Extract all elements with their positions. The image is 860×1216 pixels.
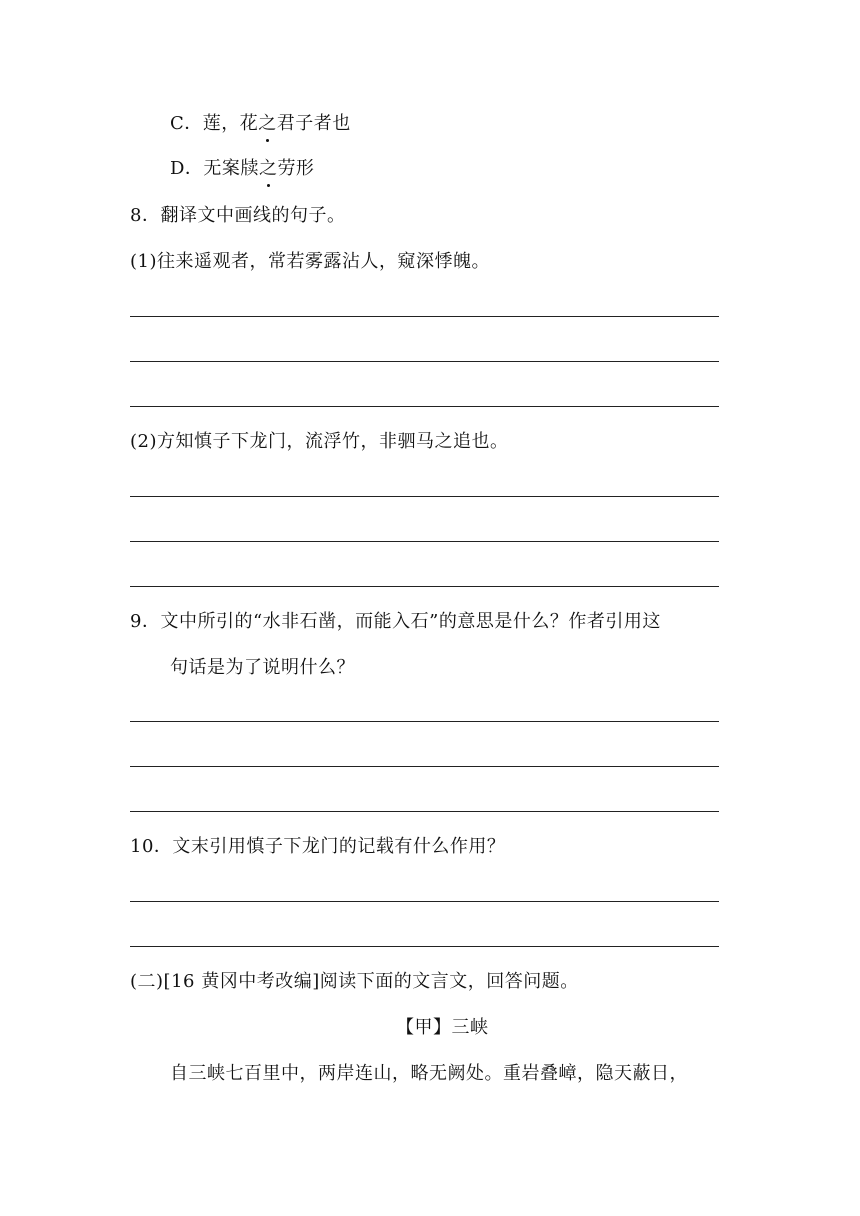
option-c-text-pre: C．莲，花 bbox=[170, 113, 259, 134]
answer-line bbox=[130, 721, 719, 722]
question-8-sentence-1: (1)往来遥观者，常若雾露沾人，窥深悸魄。 bbox=[130, 251, 490, 272]
answer-line bbox=[130, 316, 719, 317]
option-d-text-post: 劳形 bbox=[277, 158, 315, 179]
answer-line bbox=[130, 766, 719, 767]
answer-line bbox=[130, 361, 719, 362]
answer-line bbox=[130, 406, 719, 407]
answer-line bbox=[130, 586, 719, 587]
section-2-intro: (二)[16 黄冈中考改编]阅读下面的文言文，回答问题。 bbox=[130, 971, 579, 992]
passage-heading: 【甲】三峡 bbox=[396, 1017, 489, 1038]
option-d-text-pre: D．无案牍 bbox=[170, 158, 259, 179]
option-d-dotted-char: 之 bbox=[258, 158, 278, 179]
option-c-text-post: 君子者也 bbox=[276, 113, 351, 134]
passage-first-line: 自三峡七百里中，两岸连山，略无阙处。重岩叠嶂，隐天蔽日， bbox=[170, 1063, 688, 1084]
question-9-line-1: 9．文中所引的“水非石凿，而能入石”的意思是什么？作者引用这 bbox=[130, 611, 661, 632]
answer-line bbox=[130, 811, 719, 812]
answer-line bbox=[130, 946, 719, 947]
question-8-sentence-2: (2)方知慎子下龙门，流浮竹，非驷马之追也。 bbox=[130, 431, 509, 452]
question-9-line-2: 句话是为了说明什么？ bbox=[170, 657, 355, 678]
option-c-dotted-char: 之 bbox=[258, 113, 277, 134]
question-8-title: 8．翻译文中画线的句子。 bbox=[130, 205, 346, 226]
answer-line bbox=[130, 541, 719, 542]
answer-line bbox=[130, 496, 719, 497]
option-c bbox=[170, 112, 351, 136]
answer-line bbox=[130, 901, 719, 902]
question-10-title: 10．文末引用慎子下龙门的记载有什么作用？ bbox=[130, 836, 506, 857]
option-d bbox=[170, 157, 314, 181]
